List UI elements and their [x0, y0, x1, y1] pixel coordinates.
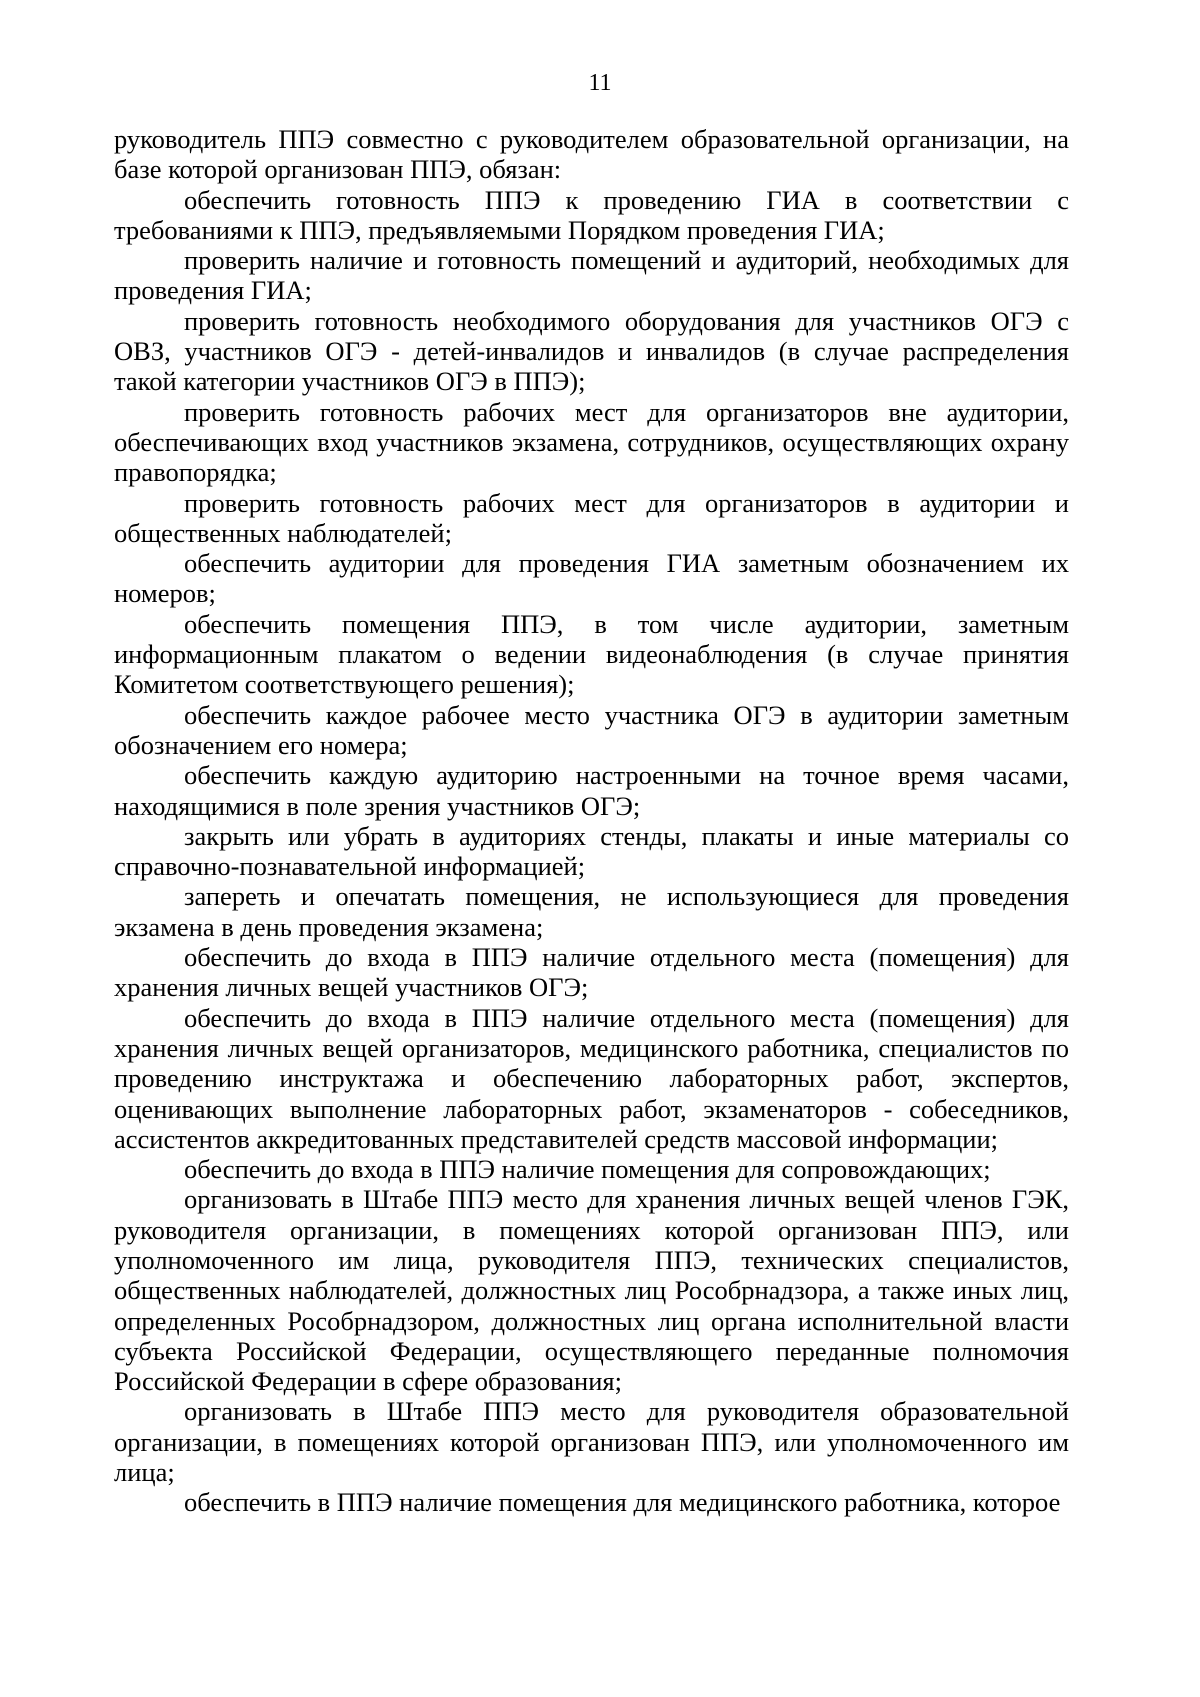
- paragraph: обеспечить каждое рабочее место участника ОГЭ в аудитории заметным обозначением его номера;: [114, 699, 1069, 760]
- paragraph: обеспечить до входа в ППЭ наличие отдельного места (помещения) для хранения личных вещей участников ОГЭ;: [114, 942, 1069, 1003]
- paragraph: обеспечить аудитории для проведения ГИА заметным обозначением их номеров;: [114, 548, 1069, 609]
- paragraph: проверить наличие и готовность помещений и аудиторий, необходимых для проведения ГИА;: [114, 245, 1069, 306]
- paragraph: запереть и опечатать помещения, не использующиеся для проведения экзамена в день проведения экзамена;: [114, 881, 1069, 942]
- paragraph: проверить готовность рабочих мест для организаторов в аудитории и общественных наблюдателей;: [114, 487, 1069, 548]
- paragraph: организовать в Штабе ППЭ место для хранения личных вещей членов ГЭК, руководителя организации, в помещениях которой организован ППЭ, или уполномоченного им лица, руководителя ППЭ, технических специалистов, общественных наблюдателей, должностных лиц Рособрнадзора, а также иных лиц, определенных Рособрнадзором, должностных лиц органа исполнительной власти субъекта Российской Федерации, осуществляющего переданные полномочия Российской Федерации в сфере образования;: [114, 1184, 1069, 1397]
- paragraph: организовать в Штабе ППЭ место для руководителя образовательной организации, в помещениях которой организован ППЭ, или уполномоченного им лица;: [114, 1396, 1069, 1488]
- paragraph: обеспечить до входа в ППЭ наличие помещения для сопровождающих;: [184, 1154, 991, 1185]
- paragraph: обеспечить помещения ППЭ, в том числе аудитории, заметным информационным плакатом о ведении видеонаблюдения (в случае принятия Комитетом соответствующего решения);: [114, 608, 1069, 700]
- paragraph: обеспечить каждую аудиторию настроенными на точное время часами, находящимися в поле зрения участников ОГЭ;: [114, 760, 1069, 821]
- paragraph: руководитель ППЭ совместно с руководителем образовательной организации, на базе которой организован ППЭ, обязан:: [114, 124, 1069, 185]
- paragraph: обеспечить готовность ППЭ к проведению ГИА в соответствии с требованиями к ППЭ, предъявляемыми Порядком проведения ГИА;: [114, 184, 1069, 245]
- document-text-body: [114, 124, 1069, 1518]
- paragraph: закрыть или убрать в аудиториях стенды, плакаты и иные материалы со справочно-познавательной информацией;: [114, 820, 1069, 882]
- paragraph: проверить готовность необходимого оборудования для участников ОГЭ с ОВЗ, участников ОГЭ - детей-инвалидов и инвалидов (в случае распределения такой категории участников ОГЭ в ППЭ);: [114, 305, 1069, 397]
- paragraph: обеспечить в ППЭ наличие помещения для медицинского работника, которое: [184, 1487, 1061, 1518]
- paragraph: обеспечить до входа в ППЭ наличие отдельного места (помещения) для хранения личных вещей организаторов, медицинского работника, специалистов по проведению инструктажа и обеспечению лабораторных работ, экспертов, оценивающих выполнение лабораторных работ, экзаменаторов - собеседников, ассистентов аккредитованных представителей средств массовой информации;: [114, 1002, 1069, 1154]
- page-number: 11: [588, 70, 612, 96]
- paragraph: проверить готовность рабочих мест для организаторов вне аудитории, обеспечивающих вход участников экзамена, сотрудников, осуществляющих охрану правопорядка;: [114, 396, 1069, 488]
